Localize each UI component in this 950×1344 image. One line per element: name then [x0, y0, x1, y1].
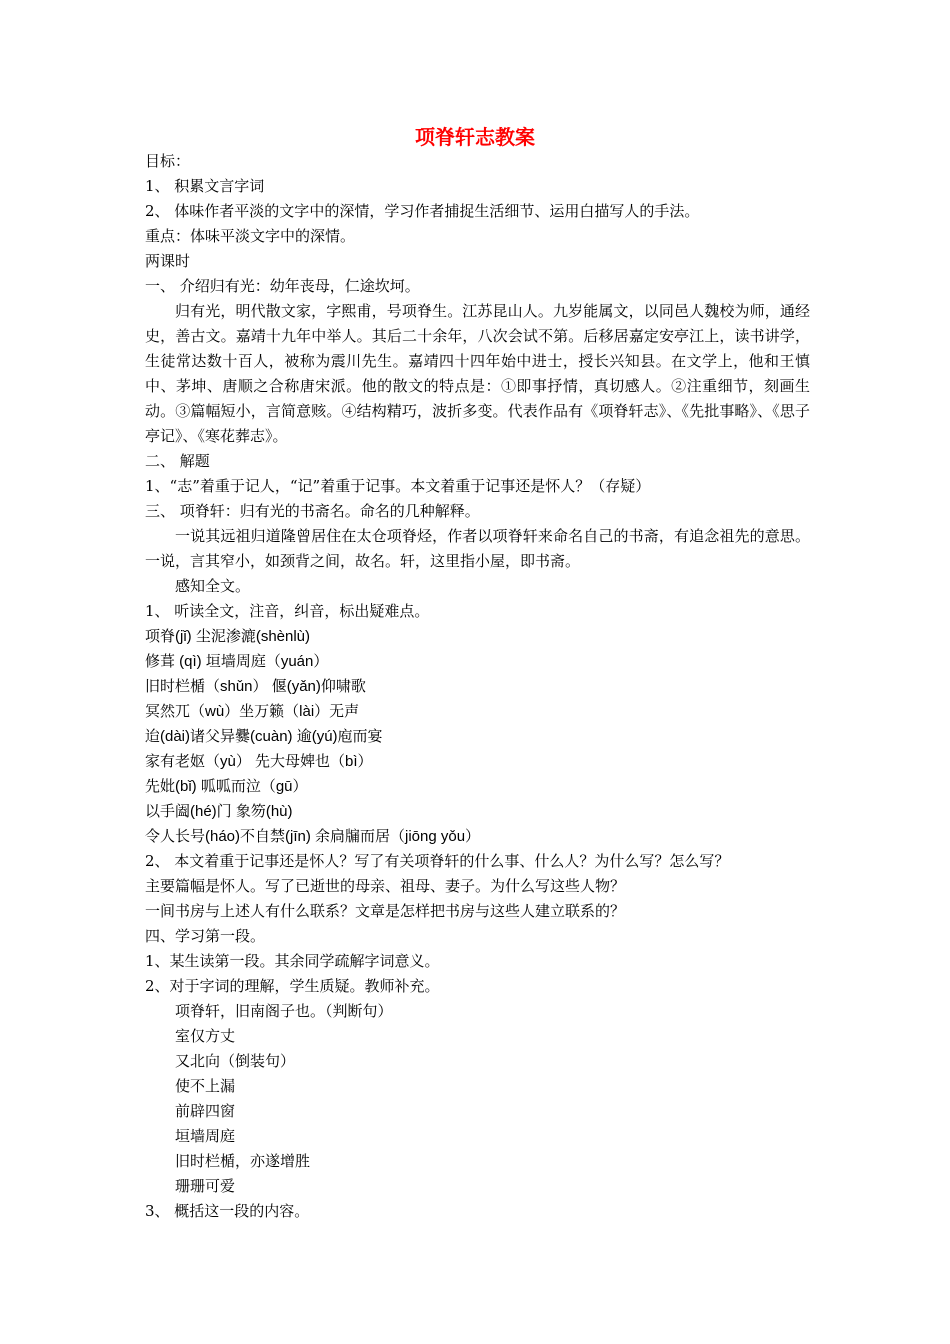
paragraph-biography: 归有光，明代散文家，字熙甫，号项脊生。江苏昆山人。九岁能属文，以同邑人魏校为师，通经史，善古文。嘉靖十九年中举人。其后二十余年，八次会试不第。后移居嘉定安亭江上，读书讲学，生徒常达数十百人，被称为震川先生。嘉靖四十四年始中进士，授长兴知县。在文学上，他和王慎中、茅坤、唐顺之合称唐宋派。他的散文的特点是：①即事抒情，真切感人。②注重细节，刻画生动。③篇幅短小，言简意赅。④结构精巧，波折多变。代表作品有《项脊轩志》、《先批事略》、《思子亭记》、《寒花葬志》。	[145, 302, 810, 445]
vocab-line: 项脊(jǐ) 尘泥渗漉(shènlù)	[145, 628, 311, 645]
example-line: 旧时栏楯，亦遂增胜	[175, 1152, 311, 1170]
vocab-line: 冥然兀（wù）坐万籁（lài）无声	[145, 703, 360, 720]
text-line: 2、对于字词的理解，学生质疑。教师补充。	[145, 977, 440, 995]
text-line: 目标：	[145, 152, 191, 170]
text-line: 3、 概括这一段的内容。	[145, 1202, 310, 1220]
text-line: 感知全文。	[175, 577, 251, 595]
text-line: 重点：体味平淡文字中的深情。	[145, 227, 356, 245]
section-heading: 一、 介绍归有光：幼年丧母，仁途坎坷。	[145, 277, 420, 295]
vocab-line: 迨(dài)诸父异爨(cuàn) 逾(yú)庖而宴	[145, 728, 383, 745]
text-line: 一间书房与上述人有什么联系？文章是怎样把书房与这些人建立联系的？	[145, 902, 626, 920]
example-line: 垣墙周庭	[175, 1127, 236, 1145]
text-line: 1、某生读第一段。其余同学疏解字词意义。	[145, 952, 440, 970]
vocab-line: 先妣(bǐ) 呱呱而泣（gū）	[145, 778, 308, 795]
text-line: 两课时	[145, 252, 191, 270]
vocab-line: 令人长号(háo)不自禁(jīn) 余扃牖而居（jiōng yǒu）	[145, 828, 481, 845]
text-line: 2、 体味作者平淡的文字中的深情，学习作者捕捉生活细节、运用白描写人的手法。	[145, 202, 700, 220]
vocab-line: 家有老妪（yù） 先大母婢也（bì）	[145, 753, 373, 770]
document-body	[145, 149, 810, 1224]
text-line: 主要篇幅是怀人。写了已逝世的母亲、祖母、妻子。为什么写这些人物？	[145, 877, 626, 895]
text-line: 2、 本文着重于记事还是怀人？写了有关项脊轩的什么事、什么人？为什么写？怎么写？	[145, 852, 730, 870]
paragraph-name-explanation: 一说其远祖归道隆曾居住在太仓项脊烃，作者以项脊轩来命名自己的书斋，有追念祖先的意思。一说，言其窄小，如颈背之间，故名。轩，这里指小屋，即书斋。	[145, 527, 810, 570]
text-line: 1、“志”着重于记人，“记”着重于记事。本文着重于记事还是怀人？（存疑）	[145, 477, 651, 495]
example-line: 前辟四窗	[175, 1102, 236, 1120]
example-line: 项脊轩，旧南阁子也。（判断句）	[175, 1002, 393, 1020]
section-heading: 二、 解题	[145, 452, 210, 470]
example-line: 珊珊可爱	[175, 1177, 236, 1195]
document-title: 项脊轩志教案	[415, 125, 535, 149]
vocab-line: 以手阖(hé)门 象笏(hù)	[145, 803, 293, 820]
vocab-line: 旧时栏楯（shǔn） 偃(yǎn)仰啸歌	[145, 678, 366, 695]
example-line: 室仅方丈	[175, 1027, 236, 1045]
section-heading: 四、学习第一段。	[145, 927, 266, 945]
section-heading: 三、 项脊轩：归有光的书斋名。命名的几种解释。	[145, 502, 480, 520]
example-line: 又北向（倒装句）	[175, 1052, 296, 1070]
vocab-line: 修葺 (qì) 垣墙周庭（yuán）	[145, 653, 329, 670]
example-line: 使不上漏	[175, 1077, 236, 1095]
text-line: 1、 积累文言字词	[145, 177, 265, 195]
text-line: 1、 听读全文，注音，纠音，标出疑难点。	[145, 602, 430, 620]
